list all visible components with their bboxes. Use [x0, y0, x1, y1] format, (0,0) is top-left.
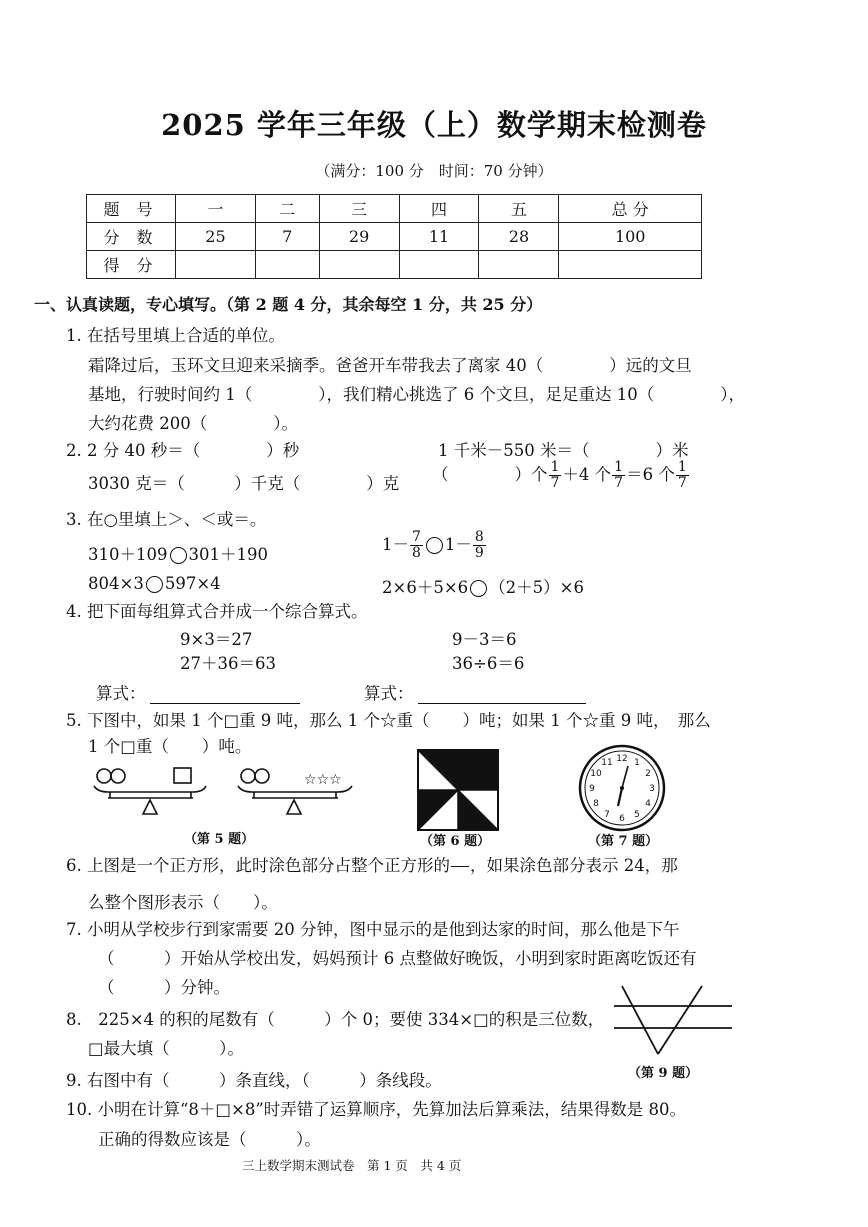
score-input-cell[interactable]	[176, 251, 256, 279]
exam-subtitle: （满分：100 分 时间：70 分钟）	[315, 162, 553, 180]
score-input-cell[interactable]	[479, 251, 559, 279]
compare-circle[interactable]	[470, 580, 487, 597]
question-2-part-d: （ ）个 $\frac{1}{7}$ ＋4 个 $\frac{1}{7}$ ＝6 个 $\frac{1}{7}$	[432, 459, 687, 491]
balance-scales-figure	[88, 762, 358, 826]
clock-number: 2	[645, 769, 651, 779]
figure-caption: （第 6 题）	[420, 834, 491, 849]
score-input-cell[interactable]	[559, 251, 702, 279]
fraction: $\frac{8}{9}$	[474, 529, 484, 561]
table-row	[87, 223, 702, 251]
question-6-line: 6. 上图是一个正方形，此时涂色部分占整个正方形的 ，如果涂色部分表示 24，那	[66, 851, 678, 882]
question-1-line: 大约花费 200（ ）。	[88, 414, 298, 433]
column-header: 四	[399, 195, 479, 223]
column-header: 一	[176, 195, 256, 223]
question-6-line: 么整个图形表示（ ）。	[88, 893, 278, 912]
clock-number: 1	[634, 758, 640, 768]
column-header: 五	[479, 195, 559, 223]
clock-number: 12	[616, 754, 628, 764]
equation: 36÷6＝6	[452, 654, 525, 673]
row-header: 题 号	[87, 195, 176, 223]
fraction: $\frac{1}{7}$	[614, 459, 624, 491]
clock-number: 6	[619, 814, 625, 824]
question-3-part-a: 310＋109 301＋190	[88, 545, 268, 564]
answer-line[interactable]: 算式：	[96, 680, 300, 704]
clock-number: 10	[590, 769, 602, 779]
equation: 9－3＝6	[452, 630, 517, 649]
figure-caption: （第 7 题）	[588, 834, 659, 849]
equation: 9×3＝27	[180, 630, 253, 649]
section-heading: 一、认真读题，专心填写。（第 2 题 4 分，其余每空 1 分，共 25 分）	[34, 295, 543, 314]
figure-caption: （第 5 题）	[184, 832, 255, 847]
table-row	[87, 251, 702, 279]
question-2-part-b: 1 千米－550 米＝（ ）米	[438, 441, 689, 460]
table-cell: 11	[399, 223, 479, 251]
fraction: $\frac{7}{8}$	[412, 529, 421, 561]
table-cell: 25	[176, 223, 256, 251]
table-cell: 29	[319, 223, 399, 251]
question-8-line: □最大填（ ）。	[88, 1039, 244, 1058]
question-5-line: 5. 下图中，如果 1 个□重 9 吨，那么 1 个☆重（ ）吨；如果 1 个☆重 9 吨， 那么	[66, 711, 711, 730]
clock-number: 11	[601, 758, 613, 768]
blank[interactable]	[418, 703, 586, 704]
lines-figure	[606, 984, 736, 1060]
star-icon: ☆☆☆	[304, 772, 342, 788]
row-header: 分 数	[87, 223, 176, 251]
score-input-cell[interactable]	[399, 251, 479, 279]
question-10-line: 10. 小明在计算“8＋□×8”时弄错了运算顺序，先算加法后算乘法，结果得数是 80。	[66, 1100, 687, 1119]
score-input-cell[interactable]	[255, 251, 319, 279]
table-row	[87, 195, 702, 223]
question-5-line: 1 个□重（ ）吨。	[88, 737, 252, 756]
question-2-part-c: 3030 克＝（ ）千克（ ）克	[88, 474, 400, 493]
question-9-line: 9. 右图中有（ ）条直线，（ ）条线段。	[66, 1071, 442, 1090]
figure-caption: （第 9 题）	[628, 1066, 699, 1081]
column-header: 二	[255, 195, 319, 223]
row-header: 得 分	[87, 251, 176, 279]
answer-line[interactable]: 算式：	[364, 680, 586, 704]
compare-circle[interactable]	[170, 547, 187, 564]
question-2-part-a: 2. 2 分 40 秒＝（ ）秒	[66, 441, 300, 460]
question-8-line: 8. 225×4 的积的尾数有（ ）个 0；要使 334×□的积是三位数，	[66, 1010, 605, 1029]
clock-number: 5	[634, 810, 640, 820]
table-cell: 100	[559, 223, 702, 251]
clock-number: 7	[604, 810, 610, 820]
blank[interactable]	[150, 703, 300, 704]
question-3-part-c: 804×3 597×4	[88, 574, 221, 593]
question-7-line: （ ）分钟。	[98, 978, 230, 997]
question-3-part-b: 1－ $\frac{7}{8}$ 1－ $\frac{8}{9}$	[382, 529, 484, 561]
table-cell: 7	[255, 223, 319, 251]
clock-figure	[578, 744, 666, 832]
page-footer: 三上数学期末测试卷 第 1 页 共 4 页	[242, 1158, 462, 1173]
column-header: 总 分	[559, 195, 702, 223]
question-7-line: （ ）开始从学校出发，妈妈预计 6 点整做好晚饭，小明到家时距离吃饭还有	[98, 949, 697, 968]
question-1-stem: 1. 在括号里填上合适的单位。	[66, 326, 285, 345]
column-header: 三	[319, 195, 399, 223]
question-1-line: 霜降过后，玉环文旦迎来采摘季。爸爸开车带我去了离家 40（ ）远的文旦	[88, 356, 692, 375]
exam-title: 2025 学年三年级（上）数学期末检测卷	[161, 108, 707, 142]
question-3-part-d: 2×6＋5×6 （2＋5）×6	[382, 578, 584, 597]
question-3-stem: 3. 在○里填上＞、＜或＝。	[66, 510, 267, 529]
score-input-cell[interactable]	[319, 251, 399, 279]
fraction: $\frac{1}{7}$	[550, 459, 560, 491]
compare-circle[interactable]	[146, 576, 163, 593]
compare-circle[interactable]	[426, 537, 443, 554]
table-cell: 28	[479, 223, 559, 251]
fraction: $\frac{1}{7}$	[677, 459, 687, 491]
clock-number: 4	[645, 799, 651, 809]
clock-number: 8	[593, 799, 599, 809]
question-10-line: 正确的得数应该是（ ）。	[98, 1130, 321, 1149]
clock-number: 9	[589, 784, 595, 794]
question-7-line: 7. 小明从学校步行到家需要 20 分钟，图中显示的是他到达家的时间，那么他是下午	[66, 920, 680, 939]
fraction-blank[interactable]	[451, 851, 469, 882]
shaded-square-figure	[416, 748, 500, 832]
clock-number: 3	[649, 784, 655, 794]
question-4-stem: 4. 把下面每组算式合并成一个综合算式。	[66, 602, 368, 621]
equation: 27＋36＝63	[180, 654, 276, 673]
question-1-line: 基地，行驶时间约 1（ ），我们精心挑选了 6 个文旦，足足重达 10（ ），	[88, 385, 745, 404]
score-table	[86, 194, 702, 279]
